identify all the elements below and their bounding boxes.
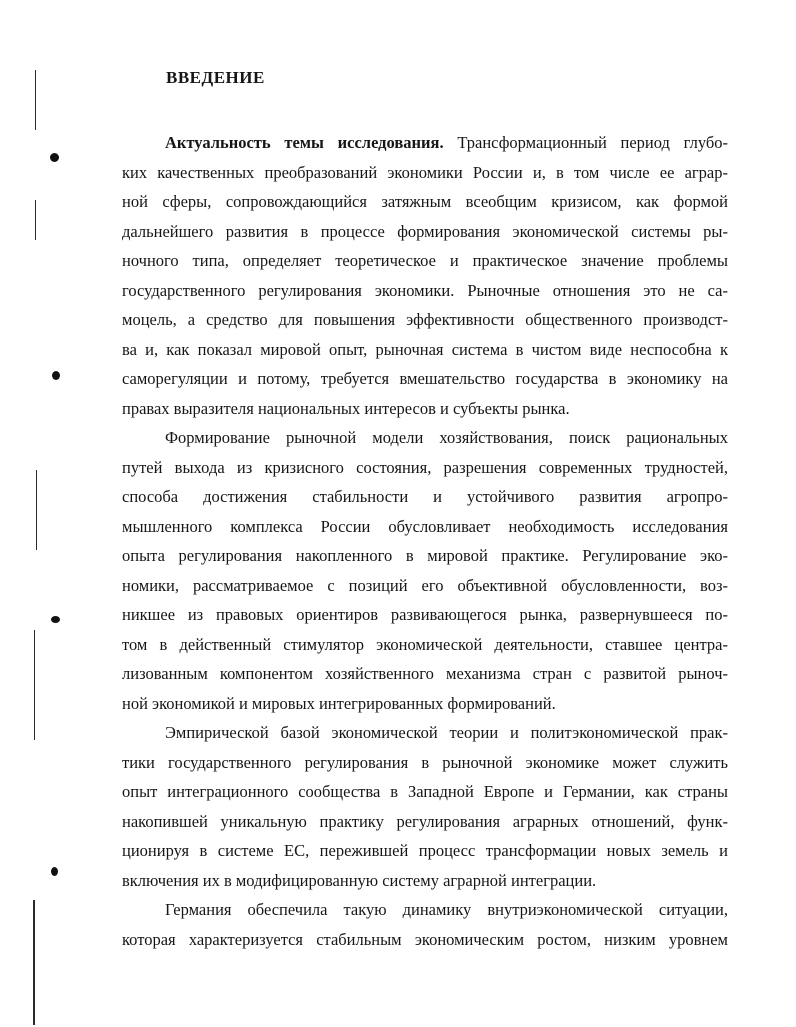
text-line xyxy=(122,895,728,925)
text-line xyxy=(122,718,728,748)
line-text: правах выразителя национальных интересов и субъекты рынка. xyxy=(122,398,570,418)
text-line xyxy=(122,246,728,276)
line-text: опыт интеграционного сообщества в Западной Европе и Германии, как страны xyxy=(122,782,728,801)
line-text: ной сферы, сопровождающийся затяжным всеобщим кризисом, как формой xyxy=(122,192,728,211)
text-line xyxy=(122,305,728,335)
text-line xyxy=(122,748,728,778)
text-line xyxy=(122,423,728,453)
text-line xyxy=(122,187,728,217)
punch-hole-mark xyxy=(51,616,60,623)
line-text: ких качественных преобразований экономики России и, в том числе ее аграр- xyxy=(122,162,728,182)
punch-hole-mark xyxy=(51,867,58,876)
line-text: путей выхода из кризисного состояния, разрешения современных трудностей, xyxy=(122,457,728,477)
text-line xyxy=(122,866,728,896)
text-line xyxy=(122,276,728,306)
scan-edge-line xyxy=(34,630,35,740)
paragraph-lead: Актуальность темы исследования. xyxy=(165,133,444,152)
line-text: дальнейшего развития в процессе формирования экономической системы ры- xyxy=(122,221,728,241)
line-text: ционируя в системе ЕС, пережившей процесс трансформации новых земель и xyxy=(122,841,728,860)
line-text: тики государственного регулирования в рыночной экономике может служить xyxy=(122,752,728,772)
page-heading: ВВЕДЕНИЕ xyxy=(166,68,265,87)
text-line xyxy=(122,777,728,807)
text-line xyxy=(122,925,728,955)
line-text: номики, рассматриваемое с позиций его объективной обусловленности, воз- xyxy=(122,575,728,595)
line-text: опыта регулирования накопленного в мировой практике. Регулирование эко- xyxy=(122,546,728,565)
paragraph xyxy=(122,895,728,954)
text-line xyxy=(122,689,728,719)
line-text: никшее из правовых ориентиров развивающегося рынка, развернувшееся по- xyxy=(122,605,728,624)
text-line xyxy=(122,807,728,837)
text-line xyxy=(122,364,728,394)
scan-edge-line xyxy=(35,70,36,130)
text-line xyxy=(122,630,728,660)
document-body xyxy=(122,128,728,954)
line-text: том в действенный стимулятор экономической деятельности, ставшее центра- xyxy=(122,634,728,654)
text-line xyxy=(122,541,728,571)
line-text: лизованным компонентом хозяйственного механизма стран с развитой рыноч- xyxy=(122,664,728,683)
paragraph xyxy=(122,423,728,718)
text-line xyxy=(122,836,728,866)
line-text: Трансформационный период глубо- xyxy=(443,133,729,152)
scan-edge-line xyxy=(33,900,35,1025)
line-text: способа достижения стабильности и устойчивого развития агропро- xyxy=(122,487,728,506)
line-text: Эмпирической базой экономической теории и политэкономической прак- xyxy=(165,723,728,742)
text-line xyxy=(122,571,728,601)
line-text: ва и, как показал мировой опыт, рыночная система в чистом виде неспособна к xyxy=(122,339,728,359)
line-text: Германия обеспечила такую динамику внутриэкономической ситуации, xyxy=(165,900,728,919)
line-text: ной экономикой и мировых интегрированных формирований. xyxy=(122,693,556,713)
line-text: мышленного комплекса России обусловливает необходимость исследования xyxy=(122,516,728,536)
text-line xyxy=(122,158,728,188)
line-text: саморегуляции и потому, требуется вмешательство государства в экономику на xyxy=(122,369,728,388)
line-text: Формирование рыночной модели хозяйствования, поиск рациональных xyxy=(165,428,728,447)
text-line xyxy=(122,659,728,689)
line-text: государственного регулирования экономики. Рыночные отношения это не са- xyxy=(122,280,728,300)
text-line xyxy=(122,394,728,424)
text-line xyxy=(122,128,728,158)
scan-edge-line xyxy=(36,470,37,550)
line-text: ночного типа, определяет теоретическое и практическое значение проблемы xyxy=(122,251,728,270)
scan-edge-line xyxy=(35,200,36,240)
paragraph xyxy=(122,718,728,895)
line-text: включения их в модифицированную систему аграрной интеграции. xyxy=(122,870,597,890)
text-line xyxy=(122,335,728,365)
line-text: которая характеризуется стабильным экономическим ростом, низким уровнем xyxy=(122,929,728,949)
text-line xyxy=(122,600,728,630)
line-text: моцель, а средство для повышения эффективности общественного производст- xyxy=(122,310,728,329)
punch-hole-mark xyxy=(52,371,60,380)
punch-hole-mark xyxy=(50,153,59,162)
text-line xyxy=(122,512,728,542)
text-line xyxy=(122,217,728,247)
text-line xyxy=(122,453,728,483)
text-line xyxy=(122,482,728,512)
line-text: накопившей уникальную практику регулирования аграрных отношений, функ- xyxy=(122,811,728,831)
paragraph xyxy=(122,128,728,423)
